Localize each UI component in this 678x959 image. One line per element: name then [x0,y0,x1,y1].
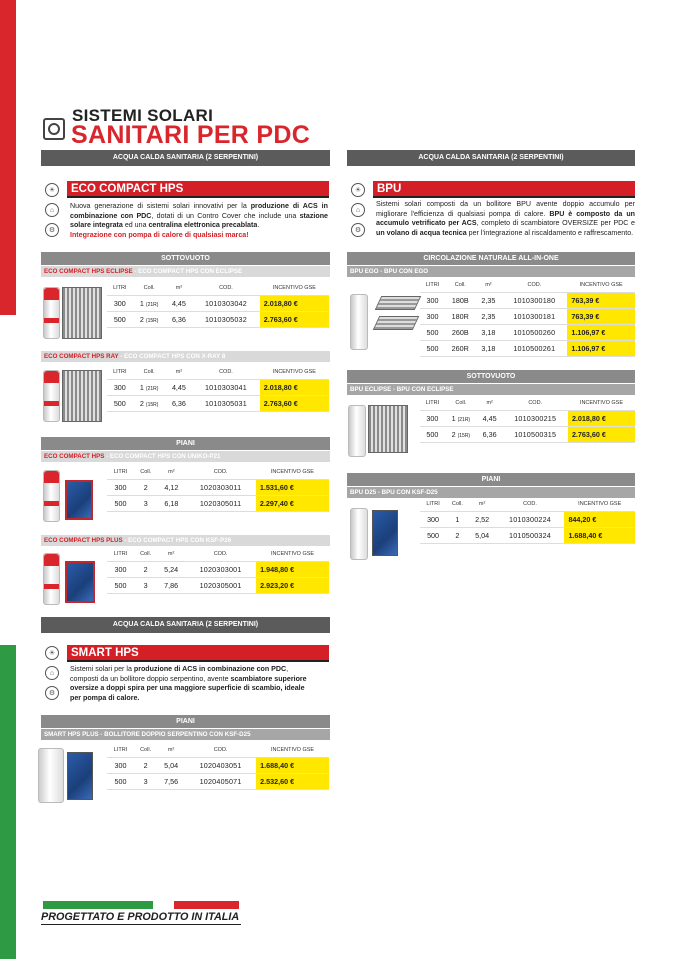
feature-icons [351,183,367,243]
flat-collector-image [65,561,95,603]
table-row: 300 2 4,12 1020303011 1.531,60 € [107,479,329,495]
table-row: 300 1 (21R) 4,45 1010303042 2.018,80 € [107,295,329,311]
house-icon: ⌂ [45,666,59,680]
plus-subheader: ECO COMPACT HPS PLUS - ECO COMPACT HPS CON KSF-P26 [41,535,330,546]
smart-subheader: SMART HPS PLUS - BOLLITORE DOPPIO SERPENTINO CON KSF-D25 [41,729,330,740]
sun-icon: ☀ [45,646,59,660]
flag-stripe-white [0,315,16,645]
gear-icon: ⚙ [45,686,59,700]
boiler-image [43,370,60,422]
footer-red-bar [174,901,239,909]
boiler-image [43,287,60,339]
sottovuoto-header: SOTTOVUOTO [347,370,635,383]
table-row: 500 2 (15R) 6,36 1010500315 2.763,60 € [420,426,635,442]
feature-icons [45,646,61,706]
sun-icon: ☀ [351,183,365,197]
bpu-eclipse-table: LITRI Coll. m² COD. INCENTIVO GSE 300 1 (21R) 4,45 1010300215 2.018,80 € 500 2 (15R) 6,36 1010500315 2.763,60 € [420,396,635,443]
collector-plate-image [373,316,420,330]
smart-hps-description: Sistemi solari per la produzione di ACS in combinazione con PDC, composti da un bollitore doppio serpentino, avente scambiatore superiore oversize a doppi spira per una maggiore superficie di scambio, ideale per pompa di calore. [70,665,307,702]
boiler-image [43,553,60,605]
section-bar: ACQUA CALDA SANITARIA (2 SERPENTINI) [41,150,330,166]
footer-underline [41,924,241,925]
boiler-image [38,748,64,803]
footer-text: PROGETTATO E PRODOTTO IN ITALIA [41,911,240,923]
table-row: 500 2 5,04 1010500324 1.688,40 € [420,527,635,543]
vacuum-collector-image [368,405,408,453]
ray-table: LITRI Coll. m² COD. INCENTIVO GSE 300 1 (21R) 4,45 1010303041 2.018,80 € 500 2 (15R) 6,36 1010305031 2.763,60 € [107,365,329,412]
bpu-eclipse-subheader: BPU ECLIPSE - BPU CON ECLIPSE [347,384,635,395]
flat-collector-image [372,510,398,556]
solar-system-icon [43,118,65,140]
table-row: 500 260R 3,18 1010500261 1.106,97 € [420,340,635,356]
eclipse-subheader: ECO COMPACT HPS ECLIPSE - ECO COMPACT HPS CON ECLIPSE [41,266,330,277]
bpu-title: BPU [373,181,635,198]
table-row: 300 180B 2,35 1010300180 763,39 € [420,292,635,308]
table-row: 500 2 (15R) 6,36 1010305031 2.763,60 € [107,395,329,411]
table-row: 300 180R 2,35 1010300181 763,39 € [420,308,635,324]
table-row: 500 3 7,56 1020405071 2.532,60 € [107,773,329,789]
piani-header: PIANI [41,437,330,450]
footer-green-bar [43,901,153,909]
flat-collector-image [67,752,93,800]
flag-stripe-green [0,645,16,959]
circ-header: CIRCOLAZIONE NATURALE ALL-IN-ONE [347,252,635,265]
bpu-d25-table: LITRI Coll. m² COD. INCENTIVO GSE 300 1 2,52 1010300224 844,20 € 500 2 5,04 1010500324 1.688,40 € [420,497,635,544]
gear-icon: ⚙ [351,223,365,237]
house-icon: ⌂ [351,203,365,217]
boiler-image [43,470,60,522]
table-row: 300 2 5,24 1020303001 1.948,80 € [107,561,329,577]
boiler-image [348,405,366,457]
piani-header: PIANI [41,715,330,728]
house-icon: ⌂ [45,203,59,217]
sun-icon: ☀ [45,183,59,197]
table-row: 300 2 5,04 1020403051 1.688,40 € [107,757,329,773]
table-row: 300 1 (21R) 4,45 1010303041 2.018,80 € [107,379,329,395]
eclipse-table: LITRI Coll. m² COD. INCENTIVO GSE 300 1 (21R) 4,45 1010303042 2.018,80 € 500 2 (15R) 6,36 1010305032 2.763,60 € [107,281,329,328]
table-row: 500 3 6,18 1020305011 2.297,40 € [107,495,329,511]
table-row: 300 1 (21R) 4,45 1010300215 2.018,80 € [420,410,635,426]
uniko-table: LITRI Coll. m² COD. INCENTIVO GSE 300 2 4,12 1020303011 1.531,60 € 500 3 6,18 1020305011 2.297,40 € [107,465,329,512]
bpu-description: Sistemi solari composti da un bollitore BPU avente doppio accumulo per migliorare l'efficienza di qualsiasi pompa di calore. BPU è composto da un accumulo vetrificato per ACS, completo di scambiatore OVERSIZE per PDC e un volano di acqua tecnica per l'integrazione al riscaldamento e raffrescamento. [376,200,635,237]
smart-hps-title: SMART HPS [67,645,329,662]
bpu-d25-subheader: BPU D25 - BPU CON KSF-D25 [347,487,635,498]
flat-collector-image [65,480,93,520]
sottovuoto-header: SOTTOVUOTO [41,252,330,265]
table-row: 500 2 (15R) 6,36 1010305032 2.763,60 € [107,311,329,327]
section-bar: ACQUA CALDA SANITARIA (2 SERPENTINI) [347,150,635,166]
collector-plate-image [375,296,422,310]
vacuum-collector-image [62,370,102,422]
page-title-line2: SANITARI PER PDC [71,121,311,149]
ego-subheader: BPU EGO - BPU CON EGO [347,266,635,277]
boiler-image [350,508,368,560]
table-row: 300 1 2,52 1010300224 844,20 € [420,511,635,527]
table-row: 500 3 7,86 1020305001 2.923,20 € [107,577,329,593]
table-row: 500 260B 3,18 1010500260 1.106,97 € [420,324,635,340]
vacuum-collector-image [62,287,102,339]
plus-table: LITRI Coll. m² COD. INCENTIVO GSE 300 2 5,24 1020303001 1.948,80 € 500 3 7,86 1020305001 2.923,20 € [107,547,329,594]
feature-icons [45,183,61,243]
uniko-subheader: ECO COMPACT HPS - ECO COMPACT HPS CON UNIKO-P21 [41,451,330,462]
section-bar: ACQUA CALDA SANITARIA (2 SERPENTINI) [41,617,330,633]
smart-table: LITRI Coll. m² COD. INCENTIVO GSE 300 2 5,04 1020403051 1.688,40 € 500 3 7,56 1020405071 2.532,60 € [107,743,329,790]
ego-table: LITRI Coll. m² COD. INCENTIVO GSE 300 180B 2,35 1010300180 763,39 € 300 180R 2,35 1010300181 763,39 € 500 260B 3,18 1010500260 1.106,97 € 500 260R 3,18 1010500261 1.106,97 € [420,278,635,357]
page-title-line1: SISTEMI SOLARI [72,106,214,125]
boiler-image [350,294,368,350]
eco-compact-title: ECO COMPACT HPS [67,181,329,198]
eco-compact-description: Nuova generazione di sistemi solari innovativi per la produzione di ACS in combinazione con PDC, dotati di un Contro Cover che include una stazione solare integrata ed una centralina elettronica precablata. Integrazione con pompa di calore di qualsiasi marca! [70,202,328,239]
flag-stripe-red [0,0,16,315]
ray-subheader: ECO COMPACT HPS RAY - ECO COMPACT HPS CON X-RAY 8 [41,351,330,362]
piani-header: PIANI [347,473,635,486]
gear-icon: ⚙ [45,223,59,237]
